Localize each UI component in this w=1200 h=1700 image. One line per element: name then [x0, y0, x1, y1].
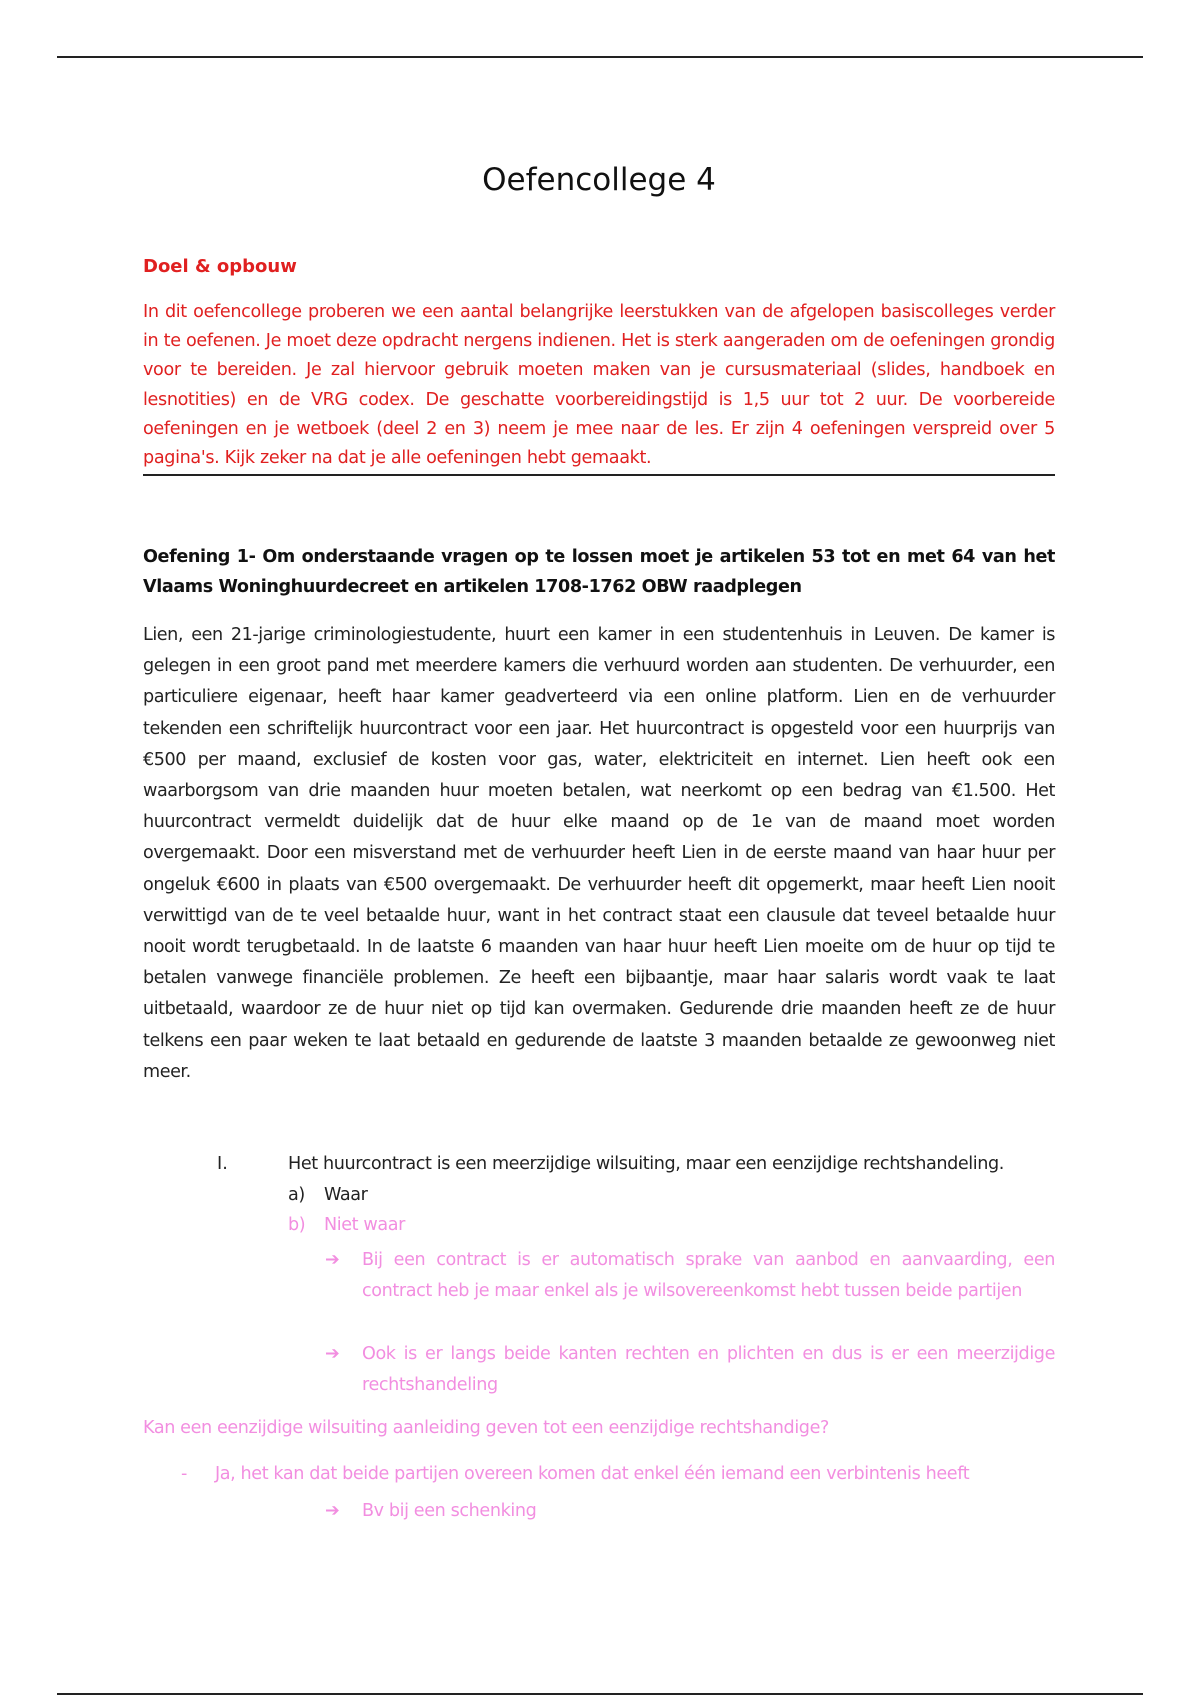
option-a: [288, 1185, 367, 1205]
footer-rule: [57, 1693, 1143, 1695]
question-1-text: Het huurcontract is een meerzijdige wilsuiting, maar een eenzijdige rechtshandeling.: [288, 1154, 1004, 1174]
answer-explanation-1-text: Bij een contract is er automatisch sprake van aanbod en aanvaarding, een contract heb je maar enkel als je wilsovereenkomst hebt tussen beide partijen: [362, 1250, 1055, 1301]
note-example-text: Bv bij een schenking: [362, 1501, 537, 1521]
answer-explanation-1: [325, 1245, 1055, 1307]
question-1-number: I.: [217, 1154, 228, 1174]
header-rule: [57, 56, 1143, 58]
doel-heading: Doel & opbouw: [143, 256, 297, 277]
bullet-dash: -: [181, 1464, 187, 1484]
option-a-text: Waar: [324, 1185, 368, 1205]
case-description: Lien, een 21-jarige criminologiestudente, huurt een kamer in een studentenhuis in Leuven. De kamer is gelegen in een groot pand met meerdere kamers die verhuurd worden aan studenten. De verhuurder, een particuliere eigenaar, heeft haar kamer geadverteerd via een online platform. Lien en de verhuurder tekenden een schriftelijk huurcontract voor een jaar. Het huurcontract is opgesteld voor een huurprijs van €500 per maand, exclusief de kosten voor gas, water, elektriciteit en internet. Lien heeft ook een waarborgsom van drie maanden huur moeten betalen, wat neerkomt op een bedrag van €1.500. Het huurcontract vermeldt duidelijk dat de huur elke maand op de 1e van de maand moet worden overgemaakt. Door een misverstand met de verhuurder heeft Lien in de eerste maand van haar huur per ongeluk €600 in plaats van €500 overgemaakt. De verhuurder heeft dit opgemerkt, maar heeft Lien nooit verwittigd van de te veel betaalde huur, want in het contract staat een clausule dat teveel betaalde huur nooit wordt terugbetaald. In de laatste 6 maanden van haar huur heeft Lien moeite om de huur op tijd te betalen vanwege financiële problemen. Ze heeft een bijbaantje, maar haar salaris wordt vaak te laat uitbetaald, waardoor ze de huur niet op tijd kan overmaken. Gedurende drie maanden heeft ze de huur telkens een paar weken te laat betaald en gedurende de laatste 3 maanden betaalde ze gewoonweg niet meer.: [143, 625, 1055, 1082]
doel-body: In dit oefencollege proberen we een aantal belangrijke leerstukken van de afgelopen basiscolleges verder in te oefenen. Je moet deze opdracht nergens indienen. Het is sterk aangeraden om de oefeningen grondig voor te bereiden. Je zal hiervoor gebruik moeten maken van je cursusmateriaal (slides, handboek en lesnotities) en de VRG codex. De geschatte voorbereidingstijd is 1,5 uur tot 2 uur. De voorbereide oefeningen en je wetboek (deel 2 en 3) neem je mee naar de les. Er zijn 4 oefeningen verspreid over 5 pagina's. Kijk zeker na dat je alle oefeningen hebt gemaakt.: [143, 298, 1055, 476]
note-bullet-text: Ja, het kan dat beide partijen overeen komen dat enkel één iemand een verbintenis heeft: [215, 1464, 970, 1484]
note-bullet: [181, 1464, 969, 1484]
option-b-label: b): [288, 1215, 306, 1235]
answer-explanation-2-text: Ook is er langs beide kanten rechten en plichten en dus is er een meerzijdige rechtshandeling: [362, 1344, 1055, 1395]
arrow-icon: ➔: [325, 1501, 340, 1521]
arrow-icon: ➔: [325, 1250, 340, 1270]
answer-explanation-2: [325, 1339, 1055, 1401]
option-b-text: Niet waar: [324, 1215, 405, 1235]
note-question: Kan een eenzijdige wilsuiting aanleiding geven tot een eenzijdige rechtshandige?: [143, 1418, 829, 1438]
arrow-icon: ➔: [325, 1344, 340, 1364]
exercise-1-heading: Oefening 1- Om onderstaande vragen op te lossen moet je artikelen 53 tot en met 64 van het Vlaams Woninghuurdecreet en artikelen 1708-1762 OBW raadplegen: [143, 547, 1055, 597]
page-title: Oefencollege 4: [482, 162, 716, 198]
option-a-label: a): [288, 1185, 305, 1205]
note-example: [325, 1496, 1055, 1527]
option-b: [288, 1215, 405, 1235]
